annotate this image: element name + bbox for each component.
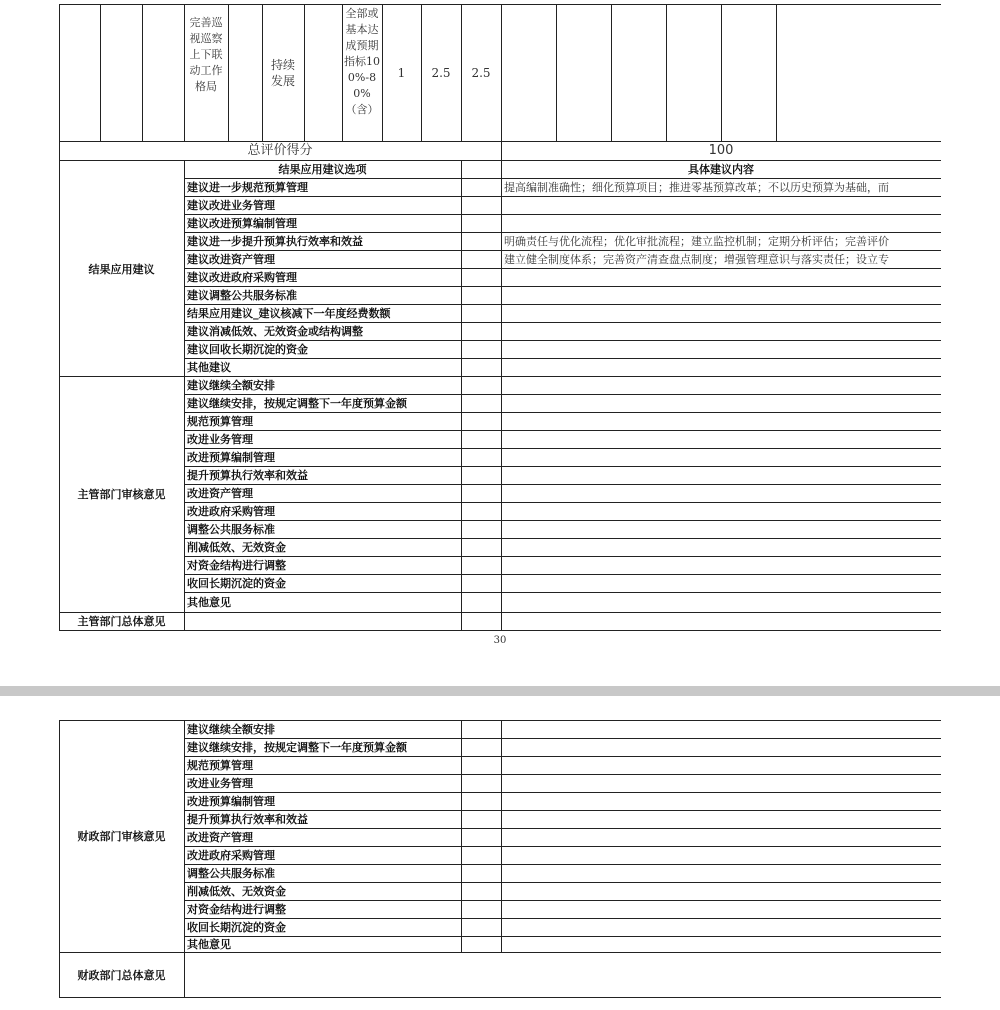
finance-option: 改进业务管理 <box>187 777 253 790</box>
supervisor-option: 对资金结构进行调整 <box>187 559 286 572</box>
supervisor-option: 建议继续安排，按规定调整下一年度预算金额 <box>187 397 407 410</box>
finance-option: 调整公共服务标准 <box>187 867 275 880</box>
result-option: 建议调整公共服务标准 <box>187 289 297 302</box>
result-option: 建议消减低效、无效资金或结构调整 <box>187 325 363 338</box>
supervisor-option: 调整公共服务标准 <box>187 523 275 536</box>
finance-option: 收回长期沉淀的资金 <box>187 921 286 934</box>
supervisor-option: 规范预算管理 <box>187 415 253 428</box>
result-content: 建立健全制度体系；完善资产清查盘点制度；增强管理意识与落实责任；设立专 <box>504 253 889 266</box>
supervisor-option: 改进预算编制管理 <box>187 451 275 464</box>
criteria-text: 全部或基本达成预期指标100%-80%（含） <box>344 7 380 116</box>
finance-option: 建议继续安排，按规定调整下一年度预算金额 <box>187 741 407 754</box>
result-option: 建议改进业务管理 <box>187 199 275 212</box>
finance-option: 建议继续全额安排 <box>187 723 275 736</box>
finance-option: 削减低效、无效资金 <box>187 885 286 898</box>
supervisor-option: 改进资产管理 <box>187 487 253 500</box>
finance-option: 改进政府采购管理 <box>187 849 275 862</box>
supervisor-overall-label: 主管部门总体意见 <box>77 615 166 628</box>
supervisor-option: 改进政府采购管理 <box>187 505 275 518</box>
result-option: 建议改进资产管理 <box>187 253 275 266</box>
supervisor-option: 建议继续全额安排 <box>187 379 275 392</box>
finance-option: 提升预算执行效率和效益 <box>187 813 308 826</box>
category-text: 持续发展 <box>270 58 295 88</box>
result-option: 建议改进预算编制管理 <box>187 217 297 230</box>
supervisor-option: 改进业务管理 <box>187 433 253 446</box>
result-section-label: 结果应用建议 <box>88 263 155 276</box>
page-divider <box>0 686 1000 696</box>
supervisor-section-label: 主管部门审核意见 <box>77 488 166 501</box>
finance-option: 对资金结构进行调整 <box>187 903 286 916</box>
finance-option: 改进资产管理 <box>187 831 253 844</box>
finance-option: 其他意见 <box>187 938 231 951</box>
finance-option: 改进预算编制管理 <box>187 795 275 808</box>
finance-overall-label: 财政部门总体意见 <box>77 969 166 982</box>
result-option: 建议进一步提升预算执行效率和效益 <box>187 235 363 248</box>
finance-option: 规范预算管理 <box>187 759 253 772</box>
result-option: 建议进一步规范预算管理 <box>187 181 308 194</box>
content-column-header: 具体建议内容 <box>688 163 754 176</box>
page-2 <box>0 696 1000 1010</box>
supervisor-option: 提升预算执行效率和效益 <box>187 469 308 482</box>
result-option: 结果应用建议_建议核减下一年度经费数额 <box>187 307 391 320</box>
result-option: 其他建议 <box>187 361 231 374</box>
indicator-text: 完善巡视巡察上下联动工作格局 <box>189 16 223 93</box>
result-content: 提高编制准确性；细化预算项目；推进零基预算改革；不以历史预算为基础，而 <box>504 181 889 194</box>
total-score-label: 总评价得分 <box>247 143 313 158</box>
supervisor-option: 其他意见 <box>187 596 231 609</box>
weight-value: 1 <box>397 66 406 80</box>
finance-section-label: 财政部门审核意见 <box>77 830 166 843</box>
result-option: 建议改进政府采购管理 <box>187 271 297 284</box>
score-b-value: 2.5 <box>471 66 491 80</box>
result-option: 建议回收长期沉淀的资金 <box>187 343 308 356</box>
supervisor-option: 收回长期沉淀的资金 <box>187 577 286 590</box>
page-number: 30 <box>493 635 507 646</box>
options-column-header: 结果应用建议选项 <box>278 163 367 176</box>
score-a-value: 2.5 <box>431 66 451 80</box>
total-score-value: 100 <box>708 143 734 158</box>
result-content: 明确责任与优化流程；优化审批流程；建立监控机制；定期分析评估；完善评价 <box>504 235 889 248</box>
supervisor-option: 削减低效、无效资金 <box>187 541 286 554</box>
